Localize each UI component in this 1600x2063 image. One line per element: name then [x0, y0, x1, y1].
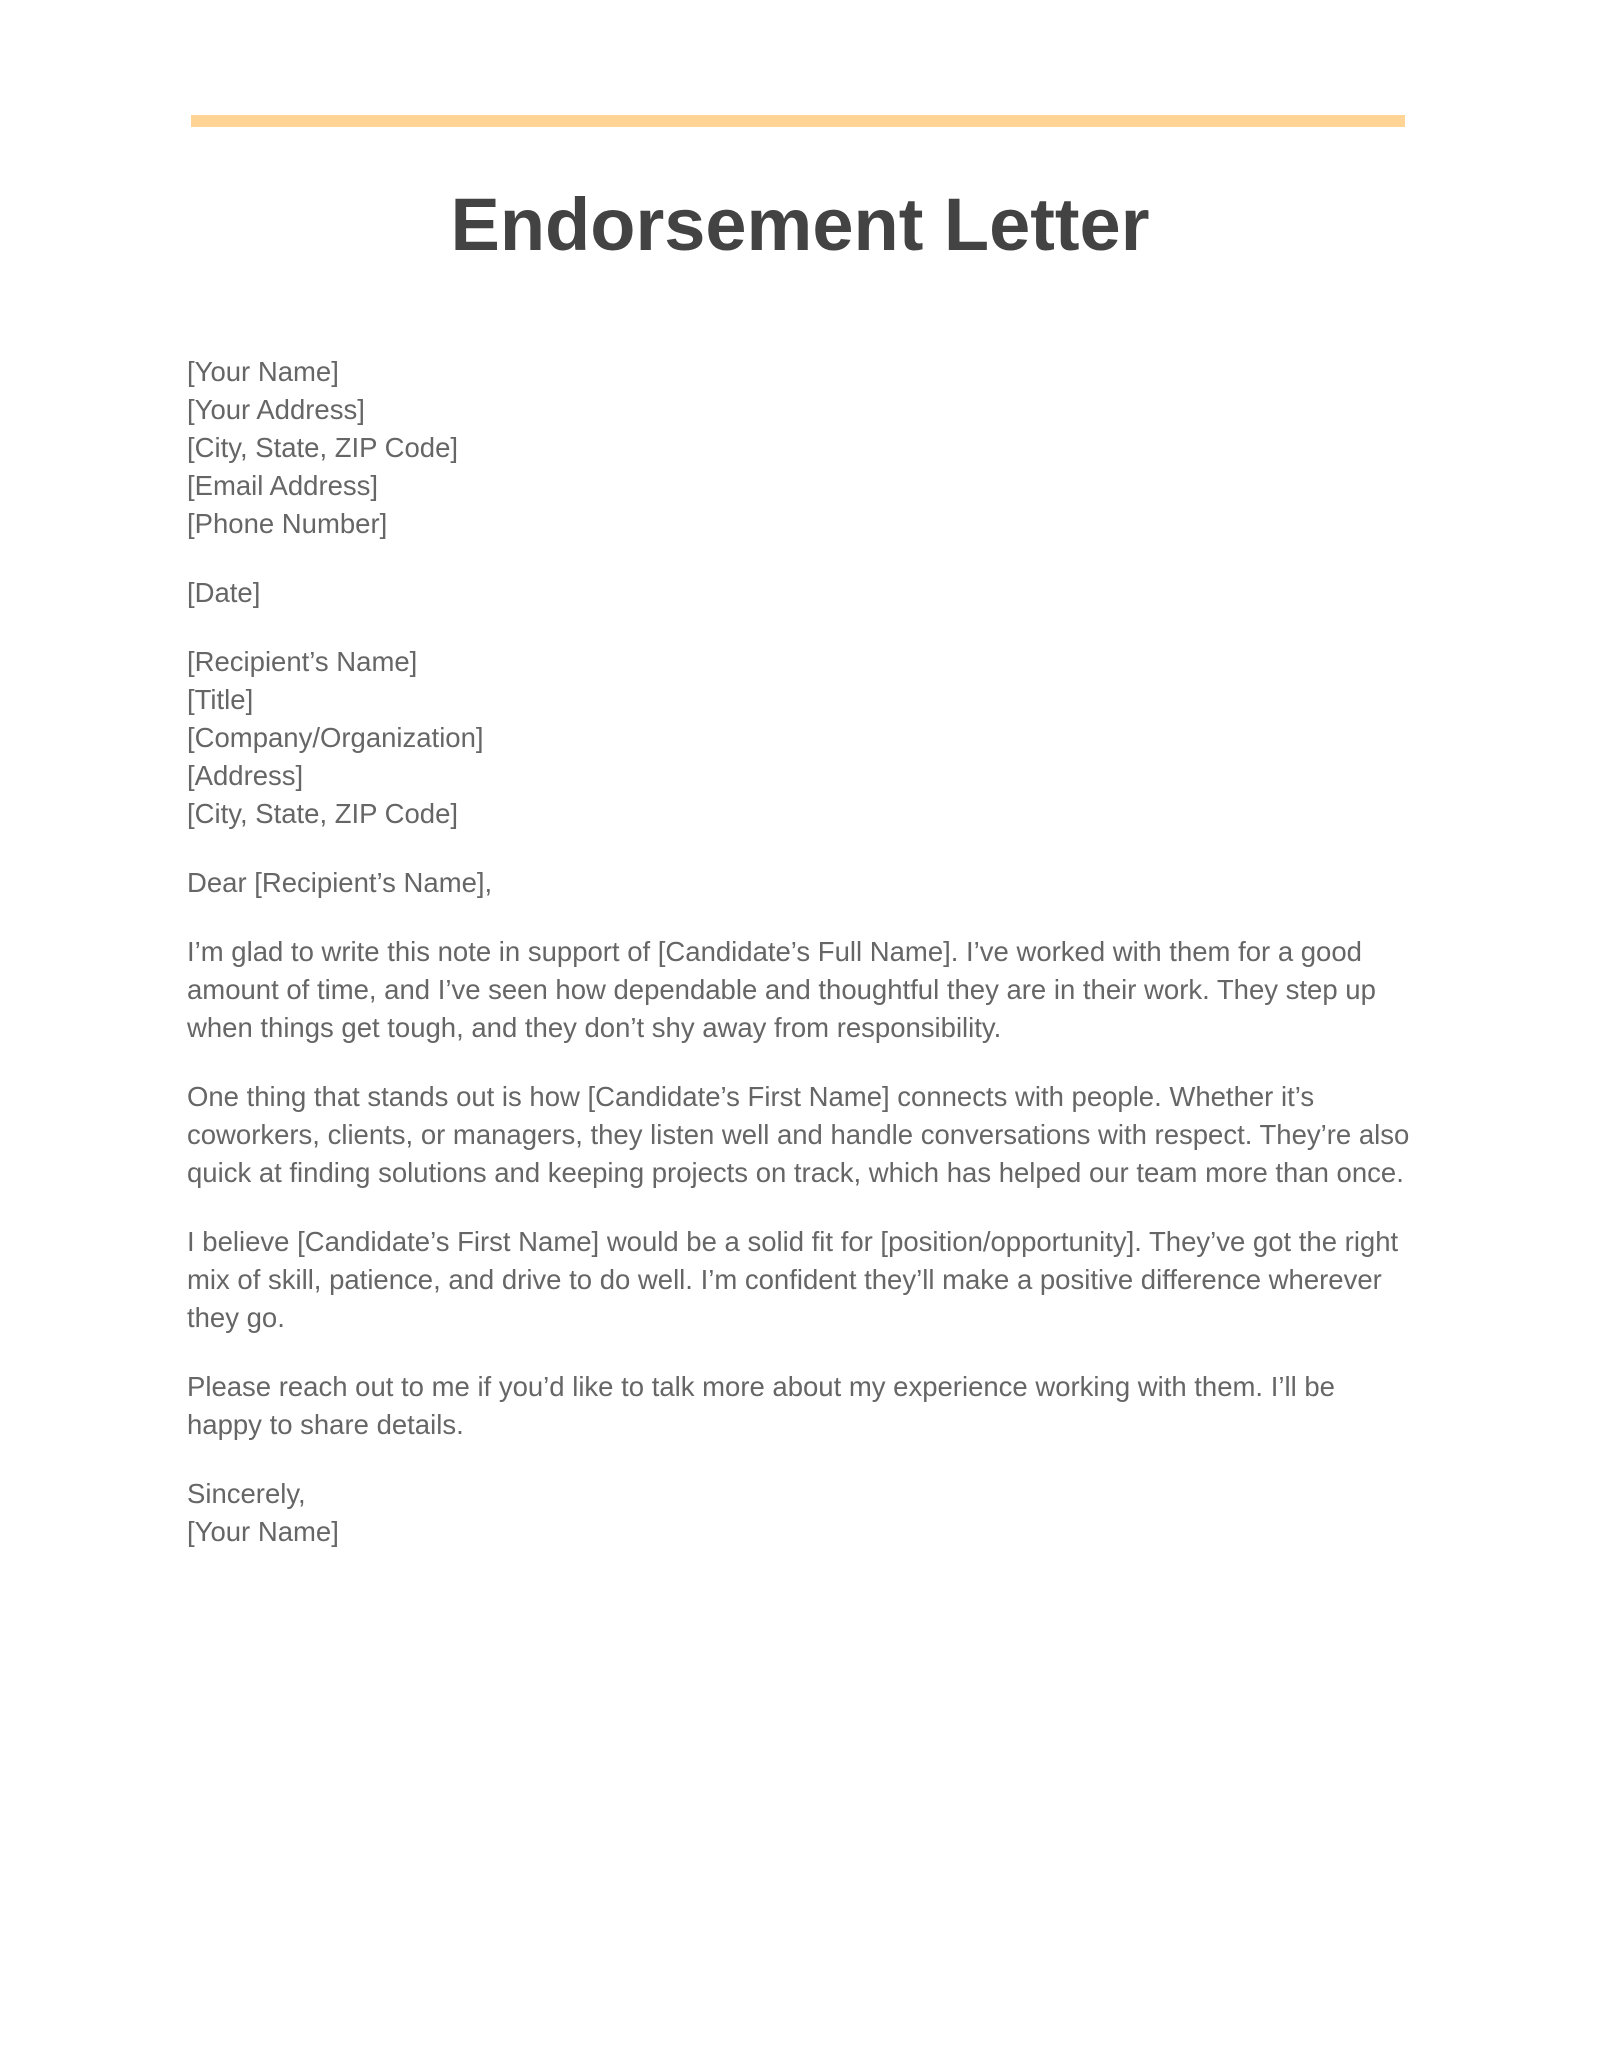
letter-body — [187, 353, 1417, 1582]
recipient-address: [Address] — [187, 760, 304, 791]
sender-email: [Email Address] — [187, 470, 379, 501]
sender-address: [Your Address] — [187, 394, 365, 425]
signature-name: [Your Name] — [187, 1516, 339, 1547]
date-block — [187, 574, 1417, 612]
recipient-city-state-zip: [City, State, ZIP Code] — [187, 798, 459, 829]
salutation: Dear [Recipient’s Name], — [187, 867, 493, 898]
recipient-title: [Title] — [187, 684, 254, 715]
closing: Sincerely, — [187, 1478, 306, 1509]
document-title: Endorsement Letter — [450, 183, 1150, 266]
sender-name: [Your Name] — [187, 356, 339, 387]
sender-city-state-zip: [City, State, ZIP Code] — [187, 432, 459, 463]
recipient-organization: [Company/Organization] — [187, 722, 484, 753]
body-paragraph-2: One thing that stands out is how [Candidate’s First Name] connects with people. Whether it’s coworkers, clients, or managers, they listen well and handle conversations with respect. They’re also quick at finding solutions and keeping projects on track, which has helped our team more than once. — [187, 1081, 1410, 1188]
letter-date: [Date] — [187, 577, 261, 608]
sender-block — [187, 353, 1417, 543]
body-paragraph-4: Please reach out to me if you’d like to talk more about my experience working with them. I’ll be happy to share details. — [187, 1371, 1335, 1440]
closing-block — [187, 1475, 1417, 1551]
salutation-block — [187, 864, 1417, 902]
recipient-name: [Recipient’s Name] — [187, 646, 418, 677]
recipient-block — [187, 643, 1417, 833]
accent-bar — [191, 115, 1405, 127]
sender-phone: [Phone Number] — [187, 508, 388, 539]
body-paragraph-1: I’m glad to write this note in support of [Candidate’s Full Name]. I’ve worked with them for a good amount of time, and I’ve seen how dependable and thoughtful they are in their work. They step up when things get tough, and they don’t shy away from responsibility. — [187, 936, 1376, 1043]
body-paragraph-3: I believe [Candidate’s First Name] would be a solid fit for [position/opportunity]. They’ve got the right mix of skill, patience, and drive to do well. I’m confident they’ll make a positive difference wherever they go. — [187, 1226, 1399, 1333]
